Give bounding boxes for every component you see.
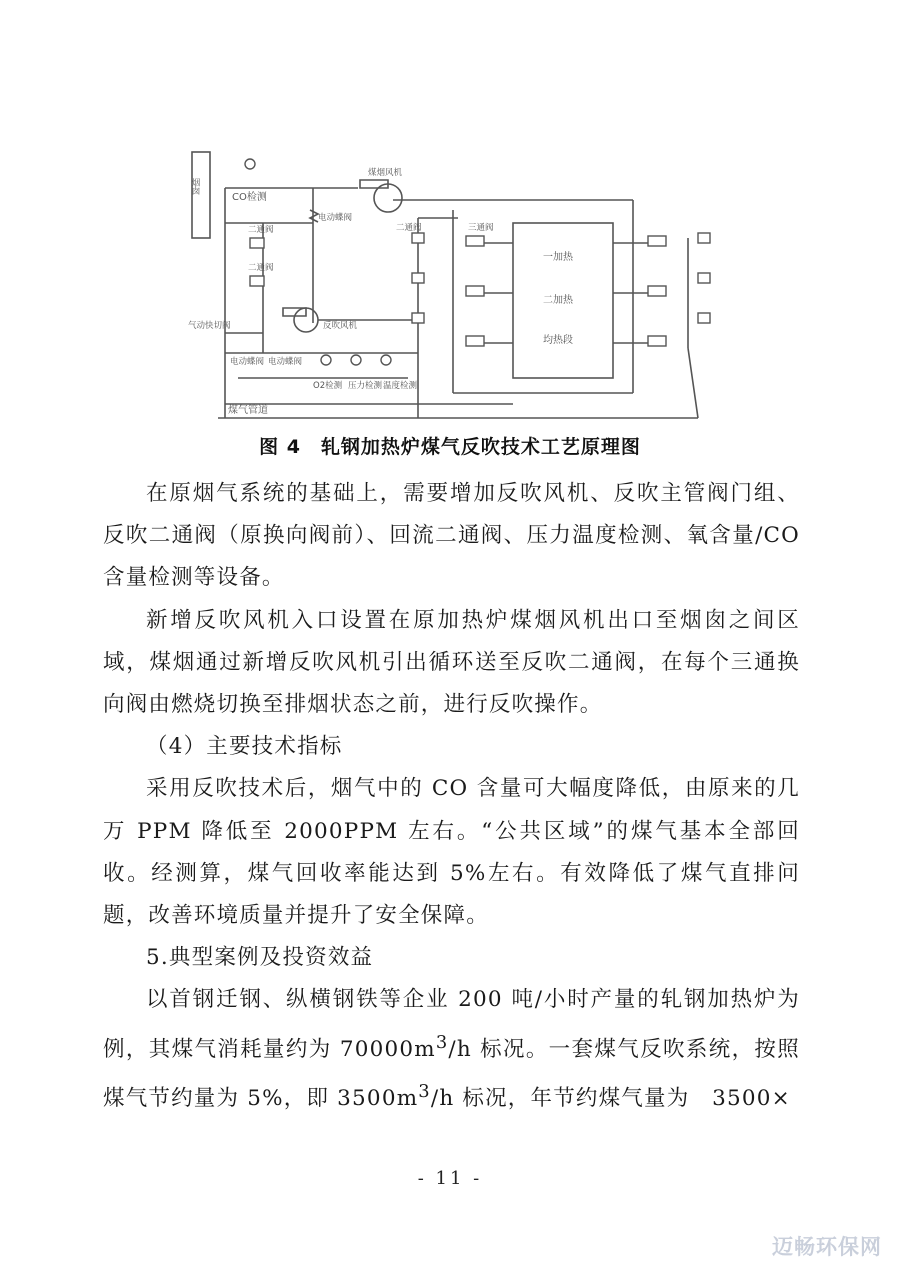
superscript: 3 <box>418 1081 431 1102</box>
process-diagram-svg <box>188 148 733 430</box>
section-heading: 5.典型案例及投资效益 <box>146 945 374 971</box>
diagram-label-pressure-detect: 压力检测 <box>348 381 383 391</box>
diagram-label-two-way-valve-1: 二通阀 <box>248 225 274 235</box>
diagram-label-electric-butterfly: 电动蝶阀 <box>318 213 353 223</box>
diagram-label-two-way-valve-3: 二通阀 <box>396 223 422 233</box>
diagram-label-chimney: 烟囱 <box>190 178 200 195</box>
page-number: - 11 - <box>417 1168 483 1189</box>
diagram-label-exhaust-fan: 煤烟风机 <box>368 168 403 178</box>
diagram-label-pneumatic-valve: 气动快切阀 <box>188 321 231 331</box>
diagram-label-two-way-valve-2: 二通阀 <box>248 263 274 273</box>
superscript: 3 <box>435 1031 449 1053</box>
section-heading: （4）主要技术指标 <box>146 734 343 760</box>
paragraph: 新增反吹风机入口设置在原加热炉煤烟风机出口至烟囱之间区域，煤烟通过新增反吹风机引出循环送至反吹二通阀，在每个三通换向阀由燃烧切换至排烟状态之前，进行反吹操作。 <box>103 607 800 718</box>
process-diagram <box>188 148 733 430</box>
watermark: 迈畅环保网 <box>772 1235 882 1259</box>
paragraph-part: 以首钢迁钢、纵横钢铁等企业 200 吨/小时产量的轧钢加热炉为例，其煤气消耗量约为 70000m <box>103 987 800 1062</box>
diagram-label-three-way-valve: 三通阀 <box>468 223 494 233</box>
diagram-label-elec-valve-b: 电动蝶阀 <box>268 357 303 367</box>
paragraph-part: /h 标况，年节约煤气量为 3500× <box>430 1086 791 1112</box>
diagram-label-temp-detect: 温度检测 <box>383 381 418 391</box>
paragraph: 采用反吹技术后，烟气中的 CO 含量可大幅度降低，由原来的几万 PPM 降低至 2000PPM 左右。“公共区域”的煤气基本全部回收。经测算，煤气回收率能达到 5%左右。有效降低了煤气直排问题，改善环境质量并提升了安全保障。 <box>103 776 800 929</box>
paragraph: 在原烟气系统的基础上，需要增加反吹风机、反吹主管阀门组、反吹二通阀（原换向阀前）、回流二通阀、压力温度检测、氧含量/CO含量检测等设备。 <box>103 481 800 591</box>
diagram-label-elec-valve-a: 电动蝶阀 <box>230 357 265 367</box>
diagram-label-zone-1: 一加热 <box>543 252 573 263</box>
paragraph <box>103 979 800 1120</box>
diagram-label-blowback-fan: 反吹风机 <box>323 321 358 331</box>
chimney-shape <box>192 152 210 238</box>
diagram-label-gas-pipe: 煤气管道 <box>228 405 268 416</box>
diagram-label-zone-2: 二加热 <box>543 295 573 306</box>
paragraph-part: /h 标况。一套煤气反吹系统，按照煤气节约量为 5%，即 3500m <box>103 1036 800 1112</box>
figure-caption: 图 4 轧钢加热炉煤气反吹技术工艺原理图 <box>259 436 641 458</box>
body-text <box>103 473 800 1120</box>
diagram-label-zone-3: 均热段 <box>543 335 573 346</box>
diagram-label-co-detect: CO检测 <box>232 192 267 203</box>
diagram-label-o2-detect: O2检测 <box>313 381 343 391</box>
